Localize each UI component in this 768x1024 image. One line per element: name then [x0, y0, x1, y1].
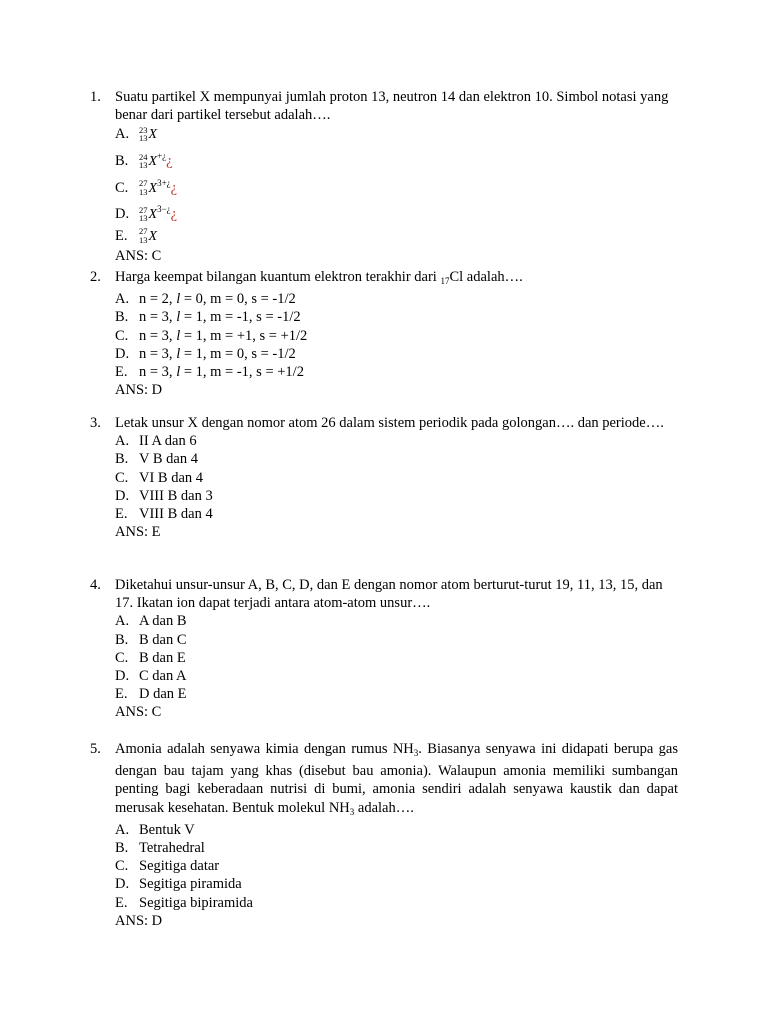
option-c: C. B dan E [115, 649, 186, 666]
option-list [115, 612, 678, 703]
option-d: D. n = 3, l = 1, m = 0, s = -1/2 [115, 345, 296, 362]
question-4 [90, 576, 678, 722]
question-text: Amonia adalah senyawa kimia dengan rumus $NH_3$. Biasanya senyawa ini didapati berupa gas dengan bau tajam yang khas (disebut bau amonia). Walaupun amonia memiliki sumbangan penting bagi keberadaan nutrisi di bumi, amonia sendiri adalah senyawa kaustik dan dapat merusak kesehatan. Bentuk molekul $NH_3$ adalah…. [115, 741, 678, 817]
question-text: Suatu partikel X mempunyai jumlah proton 13, neutron 14 dan elektron 10. Simbol notasi yang benar dari partikel tersebut adalah…. [115, 89, 669, 124]
option-d: D. VIII B dan 3 [115, 487, 213, 504]
question-1 [90, 88, 678, 266]
question-number: 5. [90, 741, 101, 757]
option-d: D. C dan A [115, 668, 187, 685]
question-text: Letak unsur X dengan nomor atom 26 dalam sistem periodik pada golongan…. dan periode…. [115, 415, 664, 431]
question-text: Diketahui unsur-unsur A, B, C, D, dan E dengan nomor atom berturut-turut 19, 11, 13, 15, dan 17. Ikatan ion dapat terjadi antara atom-atom unsur…. [115, 577, 663, 612]
option-b: B. n = 3, l = 1, m = -1, s = -1/2 [115, 309, 301, 326]
answer-key: ANS: D [115, 912, 163, 929]
option-b: B. V B dan 4 [115, 451, 198, 468]
option-d: D. 27 13 $X^{3-¿}¿$ [115, 204, 178, 224]
option-list [115, 821, 678, 912]
option-c: C. 27 13 $X^{3+¿}¿$ [115, 177, 178, 197]
option-a: A. Bentuk V [115, 821, 195, 838]
option-a: A. A dan B [115, 613, 187, 630]
question-number: 2. [90, 269, 101, 285]
option-b: B. Tetrahedral [115, 840, 205, 857]
question-number: 1. [90, 89, 101, 105]
option-a: A. II A dan 6 [115, 433, 197, 450]
answer-key: ANS: E [115, 524, 161, 541]
option-list [115, 432, 678, 523]
option-b: B. B dan C [115, 631, 187, 648]
option-e: E. 27 13 X [115, 226, 158, 245]
question-2 [90, 268, 678, 399]
option-e: E. Segitiga bipiramida [115, 894, 253, 911]
question-number: 4. [90, 577, 101, 593]
answer-key: ANS: D [115, 382, 163, 399]
option-b: B. 24 13 X+¿¿ [115, 151, 173, 170]
option-c: C. Segitiga datar [115, 858, 220, 875]
option-a: A. n = 2, l = 0, m = 0, s = -1/2 [115, 291, 296, 308]
option-c: C. VI B dan 4 [115, 469, 204, 486]
answer-key: ANS: C [115, 704, 162, 721]
question-number: 3. [90, 415, 101, 431]
option-e: E. D dan E [115, 686, 187, 703]
option-d: D. Segitiga piramida [115, 876, 242, 893]
question-text: Harga keempat bilangan kuantum elektron terakhir dari $_{17}$Cl adalah…. [115, 269, 523, 286]
option-c: C. n = 3, l = 1, m = +1, s = +1/2 [115, 327, 308, 344]
option-e: E. n = 3, l = 1, m = -1, s = +1/2 [115, 364, 304, 381]
question-5 [90, 740, 678, 930]
option-e: E. VIII B dan 4 [115, 506, 213, 523]
option-list [115, 290, 678, 381]
answer-key: ANS: C [115, 248, 162, 265]
question-3 [90, 414, 678, 541]
option-a: A. 23 13 X [115, 124, 158, 144]
option-list [115, 124, 678, 247]
